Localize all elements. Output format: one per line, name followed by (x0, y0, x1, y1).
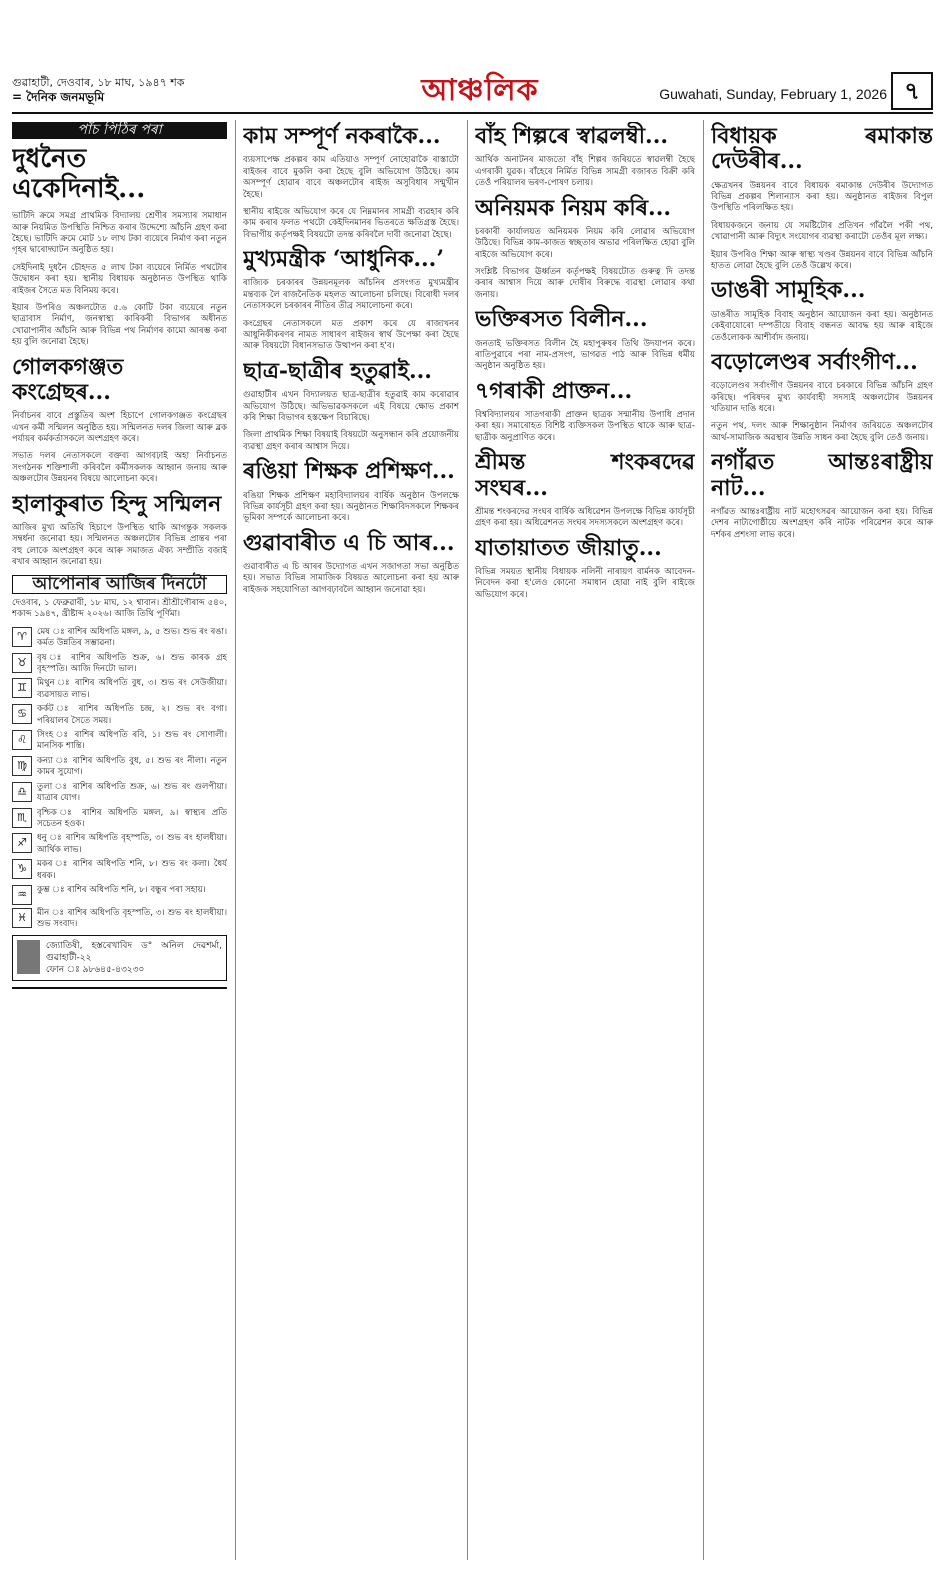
dateline: গুৱাহাটী, দেওবাৰ, ১৮ মাঘ, ১৯৪৭ শক (12, 76, 185, 89)
column-divider (703, 120, 704, 1560)
article-paragraph: সংশ্লিষ্ট বিভাগৰ ঊৰ্ধ্বতন কৰ্তৃপক্ষই বিষয়টোত গুৰুত্ব দি তদন্ত কৰাৰ আশ্বাস দিয়ে আৰু দোষীৰ বিৰুদ্ধে ব্যৱস্থা লোৱাৰ কথা জনায়। (475, 267, 695, 300)
article-paragraph: সেইদিনাই দুধনৈ চৌহদত ৫ লাখ টকা ব্যয়েৰে নিৰ্মিত পথটোৰ উদ্বোধন কৰা হয়। স্থানীয় বিধায়ক অনুষ্ঠানত উপস্থিত থাকি ৰাইজৰ সৈতে মত বিনিময় কৰে। (12, 262, 227, 296)
headline: দুধনৈত একেদিনাই... (12, 144, 146, 205)
article-paragraph: ব্যয়সাপেক্ষ প্ৰকল্পৰ কাম এতিয়াও সম্পূৰ্ণ নোহোৱাকৈ ৰাস্তাটো ৰাইজৰ বাবে মুকলি কৰা হৈছে বুলি অভিযোগ উঠিছে। কাম অসম্পূৰ্ণ হোৱাৰ বাবে অঞ্চলটোৰ ৰাইজ অসুবিধাৰ সন্মুখীন হৈছে। (243, 155, 459, 200)
zodiac-icon: ♋ (12, 704, 32, 724)
dateline-block (12, 76, 184, 104)
horoscope-text: মীন ঃ ৰাশিৰ অধিপতি বৃহস্পতি, ৩। শুভ ৰং হালধীয়া। শুভ সংবাদ। (37, 907, 227, 930)
horoscope-item (12, 756, 227, 779)
horoscope-item (12, 885, 227, 905)
horoscope-text: বৃষ ঃ ৰাশিৰ অধিপতি শুক্ৰ, ৬। শুভ কাৰক গ্ৰহ বৃহস্পতি। আজি দিনটো ভাল। (37, 652, 227, 675)
zodiac-icon: ♓ (12, 908, 32, 928)
astrologer-name: জ্যোতিষী, হস্তৰেখাবিদ ড° অনিল দেৱশৰ্মা, গুৱাহাটী-২২ (45, 940, 222, 963)
headline: ডাঙৰী সামূহিক... (711, 277, 866, 304)
column-end-rule (12, 987, 227, 989)
headline: অনিয়মক নিয়ম কৰি... (475, 194, 672, 221)
column-3 (475, 122, 695, 1562)
article-paragraph: শ্ৰীমন্ত শংকৰদেৱ সংঘৰ বাৰ্ষিক অধিৱেশন উপলক্ষে বিভিন্ন কাৰ্যসূচী গ্ৰহণ কৰা হয়। অধিৱেশনত সংঘৰ সদস্যসকলে অংশগ্ৰহণ কৰে। (475, 506, 695, 529)
article-paragraph: ইয়াৰ উপৰিও শিক্ষা আৰু স্বাস্থ্য খণ্ডৰ উন্নয়নৰ বাবে বিভিন্ন আঁচনি হাতত লোৱা হৈছে বুলি তেওঁ উল্লেখ কৰে। (711, 249, 933, 272)
horoscope-text: সিংহ ঃ ৰাশিৰ অধিপতি ৰবি, ১। শুভ ৰং সোণালী। মানসিক শান্তি। (37, 730, 227, 752)
masthead-logo: আঞ্চলিক (421, 73, 539, 108)
horoscope-text: মিথুন ঃ ৰাশিৰ অধিপতি বুধ, ৩। শুভ ৰং সেউজীয়া। ব্যৱসায়ত লাভ। (37, 678, 227, 700)
headline: ৰঙিয়া শিক্ষক প্ৰশিক্ষণ... (243, 458, 455, 485)
horoscope-item (12, 808, 227, 831)
horoscope-item (12, 627, 227, 650)
horoscope-text: কন্যা ঃ ৰাশিৰ অধিপতি বুধ, ৫। শুভ ৰং নীলা। নতুন কামৰ সুযোগ। (37, 755, 227, 778)
astrologer-photo (17, 940, 40, 974)
article-paragraph: গুৱাবাৰীত এ চি আৰৰ উদ্যোগত এখন সজাগতা সভা অনুষ্ঠিত হয়। সভাত বিভিন্ন সামাজিক বিষয়ত আলোচনা কৰা হয় আৰু ৰাইজক সহযোগিতা আগবঢ়াবলৈ আহ্বান জনোৱা হয়। (243, 562, 459, 595)
article-paragraph: নগাঁৱত আন্তঃৰাষ্ট্ৰীয় নাট মহোৎসৱৰ আয়োজন কৰা হয়। বিভিন্ন দেশৰ নাট্যগোষ্ঠীয়ে অংশগ্ৰহণ কৰি নাটক পৰিৱেশন কৰে আৰু দৰ্শকৰ প্ৰশংসা লাভ কৰে। (711, 506, 933, 540)
headline: কাম সম্পূৰ্ণ নকৰাকৈ... (243, 123, 441, 149)
column-4 (711, 122, 933, 1562)
article-paragraph: স্থানীয় ৰাইজে অভিযোগ কৰে যে নিম্নমানৰ সামগ্ৰী ব্যৱহাৰ কৰি কাম কৰাৰ ফলত পথটো কেইদিনমানৰ ভিতৰতে ক্ষতিগ্ৰস্ত হৈছে। বিভাগীয় কৰ্তৃপক্ষই বিষয়টো তদন্ত কৰিবলৈ দাবী জনোৱা হৈছে। (243, 206, 459, 240)
headline: বাঁহ শিল্পৰে স্বাৱলম্বী... (475, 123, 669, 149)
column-1 (12, 122, 227, 1562)
column-divider (235, 120, 236, 1560)
headline: বিধায়ক ৰমাকান্ত দেউৰীৰ... (711, 123, 933, 175)
masthead (405, 66, 555, 106)
zodiac-icon: ♒ (12, 885, 32, 905)
article-paragraph: বিধায়কজনে জনায় যে সমষ্টিটোৰ প্ৰতিখন গাঁৱলৈ পকী পথ, খোৱাপানী আৰু বিদ্যুৎ সংযোগৰ ব্যৱস্থা কৰাটো তেওঁৰ মূল লক্ষ্য। (711, 220, 933, 243)
article-paragraph: ৰাজ্যিক চৰকাৰৰ উন্নয়নমূলক আঁচনিৰ প্ৰসংগত মুখ্যমন্ত্ৰীৰ মন্তব্যক লৈ ৰাজনৈতিক মহলত আলোচনা চলিছে। বিৰোধী দলৰ নেতাসকলে চৰকাৰৰ নীতিৰ তীব্ৰ সমালোচনা কৰে। (243, 278, 459, 312)
article-paragraph: ক্ষেত্ৰখনৰ উন্নয়নৰ বাবে বিধায়ক ৰমাকান্ত দেউৰীৰ উদ্যোগত বিভিন্ন প্ৰকল্পৰ শিলান্যাস কৰা হয়। অনুষ্ঠানত ৰাইজৰ বিপুল উপস্থিতি পৰিলক্ষিত হয়। (711, 180, 933, 214)
headline: যাতায়াতত জীয়াতু... (475, 534, 662, 561)
zodiac-icon: ♎ (12, 782, 32, 802)
article-paragraph: কংগ্ৰেছৰ নেতাসকলে মত প্ৰকাশ কৰে যে ৰাজ্যখনৰ আধুনিকীকৰণৰ নামত সাধাৰণ ৰাইজৰ স্বাৰ্থ উপেক্ষা কৰা হৈছে আৰু বিষয়টো বিধানসভাত উত্থাপন কৰা হ'ব। (243, 318, 459, 352)
article-paragraph: বড়োলেণ্ডৰ সৰ্বাংগীণ উন্নয়নৰ বাবে চৰকাৰে বিভিন্ন আঁচনি গ্ৰহণ কৰিছে। পৰিষদৰ মুখ্য কাৰ্যবাহী সদস্যই অঞ্চলটোৰ উন্নয়নৰ খতিয়ান দাঙি ধৰে। (711, 381, 933, 415)
headline: গুৱাবাৰীত এ চি আৰ... (243, 529, 455, 556)
horoscope-item (12, 859, 227, 882)
horoscope-item (12, 782, 227, 805)
article-paragraph: জিলা প্ৰাথমিক শিক্ষা বিষয়াই বিষয়টো অনুসন্ধান কৰি প্ৰয়োজনীয় ব্যৱস্থা গ্ৰহণ কৰাৰ আশ্বাস দিয়ে। (243, 430, 459, 452)
horoscope-item (12, 833, 227, 856)
page-number: ৭ (891, 72, 933, 110)
paper-name: = দৈনিক জনমভূমি (12, 90, 105, 104)
horoscope-item (12, 678, 227, 701)
article-paragraph: ৰঙিয়া শিক্ষক প্ৰশিক্ষণ মহাবিদ্যালয়ৰ বাৰ্ষিক অনুষ্ঠান উপলক্ষে বিভিন্ন কাৰ্যসূচী গ্ৰহণ কৰা হয়। অনুষ্ঠানত শিক্ষাবিদসকলে শিক্ষকৰ ভূমিকা সম্পৰ্কে আলোচনা কৰে। (243, 490, 459, 524)
article-paragraph: বিভিন্ন সময়ত স্থানীয় বিধায়ক নলিনী নাৰায়ণ বাৰ্মনক আবেদন-নিবেদন কৰা হ'লেও কোনো সমাধান হোৱা নাই বুলি ৰাইজে অভিযোগ কৰে। (475, 566, 695, 600)
zodiac-icon: ♌ (12, 730, 32, 750)
horoscope-text: ধনু ঃ ৰাশিৰ অধিপতি বৃহস্পতি, ৩। শুভ ৰং হালধীয়া। আৰ্থিক লাভ। (37, 833, 227, 855)
article-paragraph: বিশ্ববিদ্যালয়ৰ সাতগৰাকী প্ৰাক্তন ছাত্ৰক সন্মানীয় উপাধি প্ৰদান কৰা হয়। সমাৰোহত বিশিষ্ট ব্যক্তিসকল উপস্থিত থাকে আৰু ছাত্ৰ-ছাত্ৰীক অনুপ্ৰাণিত কৰে। (475, 410, 695, 443)
zodiac-icon: ♐ (12, 833, 32, 853)
headline: হালাকুৰাত হিন্দু সন্মিলন (12, 490, 222, 517)
astrologer-box (12, 935, 227, 981)
horoscope-text: কুম্ভ ঃ ৰাশিৰ অধিপতি শনি, ৮। বন্ধুৰ পৰা সহায়। (37, 884, 206, 895)
horoscope-text: মেষ ঃ ৰাশিৰ অধিপতি মঙ্গল, ৯, ৫ শুভ। শুভ ৰং ৰঙা। কৰ্মত উন্নতিৰ সম্ভাৱনা। (37, 626, 227, 649)
zodiac-icon: ♍ (12, 756, 32, 776)
horoscope-text: বৃশ্চিক ঃ ৰাশিৰ অধিপতি মঙ্গল, ৯। স্বাস্থ্যৰ প্ৰতি সচেতন হওক। (37, 807, 227, 829)
astrology-intro: দেওবাৰ, ১ ফেব্ৰুৱাৰী, ১৮ মাঘ, ১২ শ্বাবান। শ্ৰীশ্ৰীগৌৰাব্দ ৫৪০, শকাব্দ ১৯৪৭, খ্ৰীষ্টাব্দ ২০২৬। আজি তিথি পূৰ্ণিমা। (12, 598, 227, 620)
english-dateline: Guwahati, Sunday, February 1, 2026 (659, 86, 887, 102)
zodiac-icon: ♈ (12, 627, 32, 647)
zodiac-icon: ♑ (12, 859, 32, 879)
article-paragraph: সভাত দলৰ নেতাসকলে বক্তব্য আগবঢ়াই অহা নিৰ্বাচনত সংগঠনক শক্তিশালী কৰিবলৈ কৰ্মীসকলক আহ্বান জনায় আৰু অঞ্চলটোৰ উন্নয়নৰ বিষয়ে আলোচনা কৰে। (12, 451, 227, 485)
zodiac-icon: ♉ (12, 653, 32, 673)
horoscope-list (12, 627, 227, 931)
headline: মুখ্যমন্ত্ৰীক ‘আধুনিক...’ (243, 246, 444, 273)
astrology-heading: আপোনাৰ আজিৰ দিনটো (12, 575, 227, 594)
headline: ৭গৰাকী প্ৰাক্তন... (475, 377, 633, 404)
horoscope-item (12, 730, 227, 753)
article-paragraph: চৰকাৰী কাৰ্যালয়ত অনিয়মক নিয়ম কৰি লোৱাৰ অভিযোগ উঠিছে। বিভিন্ন কাম-কাজত স্বচ্ছতাৰ অভাৱ পৰিলক্ষিত হোৱা বুলি ৰাইজে অভিযোগ কৰে। (475, 226, 695, 260)
headline: নগাঁৱত আন্তঃৰাষ্ট্ৰীয় নাট... (711, 449, 933, 501)
article-paragraph: ইয়াৰ উপৰিও অঞ্চলটোত ৫.৬ কোটি টকা ব্যয়েৰে নতুন ছাত্ৰাবাস নিৰ্মাণ, জনস্বাস্থ্য কাৰিকৰী বিভাগৰ অধীনত খোৱাপানীৰ আঁচনি আৰু বিভিন্ন পথ নিৰ্মাণৰ কামো আৰম্ভ কৰা হয় বুলি জনোৱা হৈছে। (12, 303, 227, 348)
article-paragraph: আৰ্থিক অনাটনৰ মাজতো বাঁহ শিল্পৰ জৰিয়তে স্বাৱলম্বী হৈছে এগৰাকী যুৱক। বাঁহেৰে নিৰ্মিত বিভিন্ন সামগ্ৰী বজাৰত বিক্ৰী কৰি তেওঁ পৰিয়ালৰ ভৰণ-পোষণ চলায়। (475, 155, 695, 189)
headline: বড়োলেণ্ডৰ সৰ্বাংগীণ... (711, 348, 918, 375)
headline: ছাত্ৰ-ছাত্ৰীৰ হতুৱাই... (243, 357, 432, 384)
continued-banner: পাঁচ পিঠিৰ পৰা (12, 122, 227, 139)
horoscope-text: মকৰ ঃ ৰাশিৰ অধিপতি শনি, ৮। শুভ ৰং কলা। ধৈৰ্য ধৰক। (37, 859, 227, 881)
header-rule (12, 112, 933, 114)
article-paragraph: গুৱাহাটীৰ এখন বিদ্যালয়ত ছাত্ৰ-ছাত্ৰীৰ হতুৱাই কাম কৰোৱাৰ অভিযোগ উঠিছে। অভিভাৱকসকলে এই বিষয়ে ক্ষোভ প্ৰকাশ কৰি শিক্ষা বিভাগৰ হস্তক্ষেপ বিচাৰিছে। (243, 390, 459, 423)
article-paragraph: ডাঙৰীত সামূহিক বিবাহ অনুষ্ঠান আয়োজন কৰা হয়। অনুষ্ঠানত কেইবাযোৰো দম্পতীয়ে বিবাহ বন্ধনত আবদ্ধ হয় আৰু ৰাইজে তেওঁলোকক আশীৰ্বাদ জনায়। (711, 309, 933, 343)
article-paragraph: ভাটিদি ক্ৰমে সমগ্ৰ প্ৰাথমিক বিদ্যালয় শ্ৰেণীৰ সমস্যাৰ সমাধান আৰু নিয়মিত উপস্থিতি নিশ্চিত কৰাৰ উদ্দেশ্যে আঁচনি গ্ৰহণ কৰা হৈছে। ভাটিদি ক্ৰমে মোট ১৮ লাখ টকা ব্যয়েৰে নিৰ্মাণ কৰা নতুন গৃহৰ দ্বাৰোদ্ঘাটন অনুষ্ঠিত হয়। (12, 211, 227, 256)
column-2 (243, 122, 459, 1562)
zodiac-icon: ♊ (12, 678, 32, 698)
article-paragraph: নতুন পথ, দলং আৰু শিক্ষানুষ্ঠান নিৰ্মাণৰ জৰিয়তে অঞ্চলটোৰ আৰ্থ-সামাজিক অৱস্থাৰ উন্নতি সাধন কৰা হৈছে বুলি তেওঁ জনায়। (711, 421, 933, 443)
horoscope-text: কৰ্কট ঃ ৰাশিৰ অধিপতি চন্দ্ৰ, ২। শুভ ৰং বগা। পৰিয়ালৰ সৈতে সময়। (37, 704, 227, 726)
horoscope-item (12, 908, 227, 931)
horoscope-text: তুলা ঃ ৰাশিৰ অধিপতি শুক্ৰ, ৬। শুভ ৰং গুলপীয়া। যাত্ৰাৰ যোগ। (37, 781, 227, 804)
article-paragraph: নিৰ্বাচনৰ বাবে প্ৰস্তুতিৰ অংশ হিচাপে গোলকগঞ্জত কংগ্ৰেছৰ এখন কৰ্মী সন্মিলন অনুষ্ঠিত হয়। সন্মিলনত দলৰ জিলা আৰু ব্লক পৰ্যায়ৰ কৰ্মকৰ্তাসকলে অংশগ্ৰহণ কৰে। (12, 411, 227, 445)
headline: ভক্তিৰসত বিলীন... (475, 306, 648, 333)
zodiac-icon: ♏ (12, 808, 32, 828)
column-divider (467, 120, 468, 1560)
article-paragraph: আজিৰ মুখ্য অতিথি হিচাপে উপস্থিত থাকি আগন্তুক সকলক সম্বৰ্ধনা জনোৱা হয়। সন্মিলনত অঞ্চলটোৰ বিভিন্ন প্ৰান্তৰ পৰা বহু লোকে অংশগ্ৰহণ কৰে আৰু সমাজত ঐক্য সম্প্ৰীতি বজাই ৰখাৰ আহ্বান জনোৱা হয়। (12, 522, 227, 568)
horoscope-item (12, 653, 227, 676)
headline: গোলকগঞ্জত কংগ্ৰেছৰ... (12, 353, 124, 405)
article-paragraph: জনতাই ভক্তিৰসত বিলীন হৈ মহাপুৰুষৰ তিথি উদযাপন কৰে। ৰাতিপুৱাৰে পৰা নাম-প্ৰসংগ, ভাগৱত পাঠ আৰু বিভিন্ন ধৰ্মীয় অনুষ্ঠান অনুষ্ঠিত হয়। (475, 338, 695, 372)
headline: শ্ৰীমন্ত শংকৰদেৱ সংঘৰ... (475, 449, 695, 501)
horoscope-item (12, 704, 227, 727)
astrologer-phone: ফোন ঃ ৯৮৬৪৫-৪৩২৩০ (45, 964, 145, 975)
